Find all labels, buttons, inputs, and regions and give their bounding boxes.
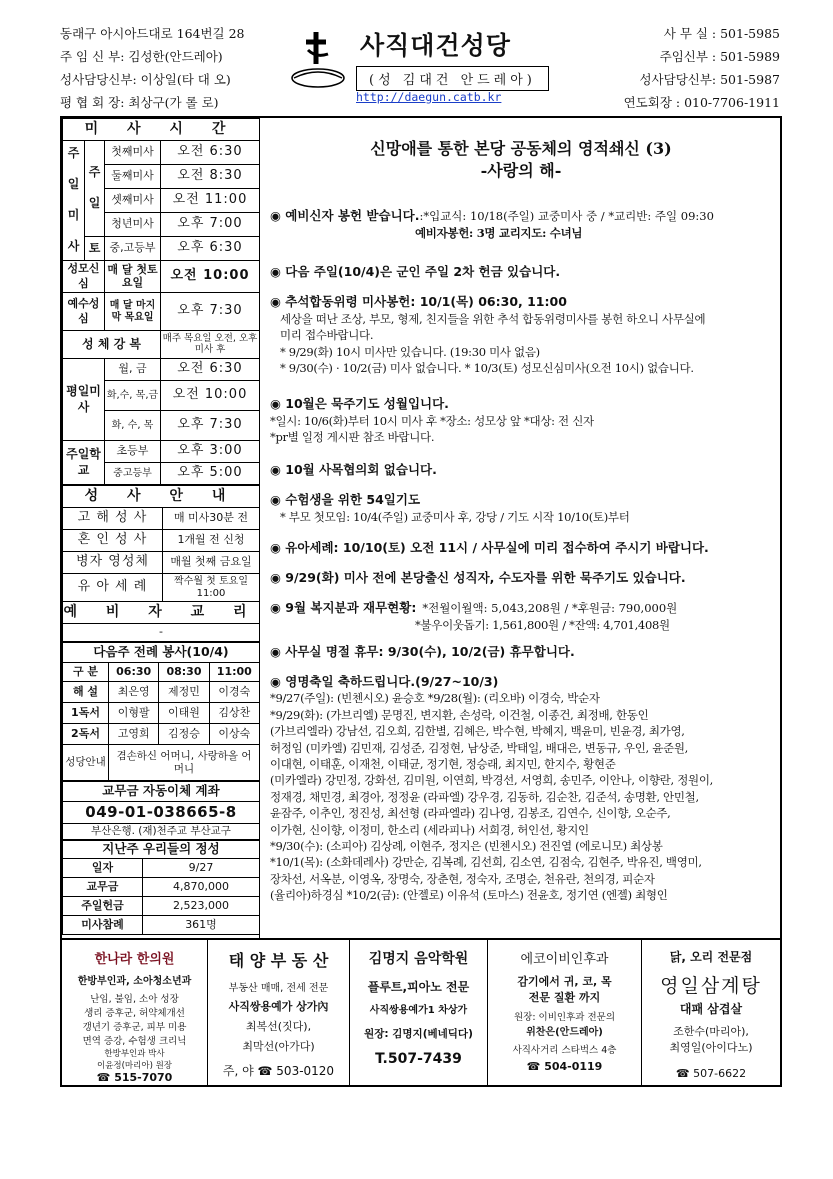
ad-line: 최영일(아이다노) [669, 1041, 753, 1054]
liturgy-service-table [62, 642, 260, 781]
mass-name: 화, 수, 목 [105, 411, 161, 441]
ad-oriental-clinic [62, 940, 208, 1085]
announcement-line: * 9/29(화) 10시 미사만 있습니다. (19:30 미사 없음) [280, 344, 540, 359]
service-header: 11:00 [209, 663, 259, 682]
announcement-military-sunday [270, 264, 775, 281]
mass-name: 월, 금 [105, 359, 161, 381]
service-role: 1독서 [63, 703, 109, 724]
announcement-line: :*입교식: 10/18(주일) 교중미사 중 / *교리반: 주일 09:30 [419, 209, 714, 223]
account-title: 교무금 자동이체 계좌 [63, 782, 260, 802]
sacred-heart-label: 예수성심 [63, 293, 105, 331]
offering-label: 교무금 [63, 878, 143, 897]
announcement-welfare-finance [270, 600, 775, 633]
catechism-value: - [63, 624, 260, 642]
announcement-line: (가브리엘라) 강남선, 김오희, 김한별, 김혜은, 박수현, 박혜지, 백윤미, 빈윤경, 최가영, [270, 724, 685, 739]
mass-time: 오전 10:00 [161, 381, 260, 411]
announcement-line: 장차선, 서옥분, 이영옥, 장명숙, 장춘현, 정숙자, 조명순, 천유란, 천의경, 피순자 [270, 871, 655, 886]
left-column [62, 118, 260, 938]
church-address: 동래구 아시아드대로 164번길 28 [60, 26, 245, 41]
announcement-line: 정재경, 채민경, 최경아, 정정윤 (라파엘) 강우경, 김동하, 김순찬, 김준석, 송명환, 안민철, [270, 789, 699, 804]
ad-phone: ☎ 507-6622 [675, 1067, 747, 1080]
announcement-line: 이대현, 이태훈, 이재천, 이태균, 정기현, 정승래, 최지민, 한지수, 황현준 [270, 757, 616, 772]
service-role: 해 설 [63, 682, 109, 703]
office-phone: 사 무 실 : 501-5985 [663, 26, 780, 41]
first-saturday-time: 오전 10:00 [161, 261, 260, 293]
mass-time: 오전 11:00 [161, 189, 260, 213]
ad-ent-clinic [488, 940, 642, 1085]
announcement-line: (율리아)하경심 *10/2(금): (안젤로) 이유석 (토마스) 전윤호, 정기연 (엔젤) 최형인 [270, 888, 668, 903]
mass-name: 셋째미사 [105, 189, 161, 213]
offering-value: 2,523,000 [143, 897, 260, 916]
announcement-catechumen [270, 208, 775, 241]
guide-value: 겸손하신 어머니, 사랑하올 어머니 [109, 745, 260, 781]
announcement-line: 윤잠주, 이추인, 정진성, 최선형 (라파엘라) 김나영, 김봉조, 김연수, 신이향, 오순주, [270, 806, 671, 821]
service-header: 06:30 [109, 663, 159, 682]
mass-time: 오후 7:30 [161, 411, 260, 441]
guide-label: 성당안내 [63, 745, 109, 781]
ad-line: 난임, 불임, 소아 성장 [90, 994, 179, 1005]
announcement-line: *전월이월액: 5,043,208원 / *후원금: 790,000원 [422, 601, 678, 615]
announcement-line: *일시: 10/6(화)부터 10시 미사 후 *장소: 성모상 앞 *대상: 전 신자 [270, 413, 594, 428]
church-name: 사직대건성당 [360, 31, 511, 60]
council-president-line: 평 협 회 장: 최상구(가 롤 로) [60, 95, 219, 110]
assistant-priest-line: 성사담당신부: 이상일(타 대 오) [60, 72, 231, 87]
sacrament-title: 성 사 안 내 [63, 486, 260, 508]
ad-phone: ☎ 504-0119 [526, 1060, 603, 1073]
mass-schedule-title: 미 사 시 간 [63, 119, 260, 141]
sacrament-table [62, 485, 260, 642]
mass-time: 오후 5:00 [161, 463, 260, 485]
ad-line: 조한수(마리아), [673, 1025, 749, 1038]
offering-label: 주일헌금 [63, 897, 143, 916]
ad-line: 위찬은(안드레아) [526, 1027, 603, 1038]
offering-table [62, 840, 260, 935]
announcement-heading: ◉ 9/29(화) 미사 전에 본당출신 성직자, 수도자를 위한 묵주기도 있습니다. [270, 570, 686, 585]
announcement-line: * 9/30(수) · 10/2(금) 미사 없습니다. * 10/3(토) 성모신심미사(오전 10시) 없습니다. [280, 361, 694, 375]
service-header: 구 분 [63, 663, 109, 682]
announcement-chuseok-mass [270, 294, 775, 377]
ad-line: 전문 질환 까지 [528, 991, 601, 1004]
announcement-council [270, 462, 775, 479]
church-patron: (성 김대건 안드레아) [356, 66, 549, 91]
announcement-line: *9/29(화): (가브리엘) 문명진, 변지환, 손성락, 이건철, 이종건, 최정배, 한동인 [270, 707, 649, 722]
announcement-line: *pr별 일정 게시판 참조 바랍니다. [270, 430, 435, 444]
service-cell: 고영희 [109, 724, 159, 745]
offering-label: 일자 [63, 859, 143, 878]
announcement-line: 예비자봉헌: 3명 교리지도: 수녀님 [415, 225, 583, 240]
sunday-mass-label: 주 일 미 사 [63, 141, 85, 261]
ad-clinic-name: 한나라 한의원 [94, 952, 175, 967]
main-title: 신망애를 통한 본당 공동체의 영적쇄신 (3) [370, 139, 672, 158]
ad-samgyetang [642, 940, 780, 1085]
advertisement-strip [60, 940, 782, 1087]
announcement-office-holiday [270, 644, 775, 661]
ad-line: 감기에서 귀, 코, 목 [517, 975, 612, 988]
announcement-heading: ◉ 사무실 명절 휴무: 9/30(수), 10/2(금) 휴무합니다. [270, 644, 575, 659]
ad-phone: 주, 야 ☎ 503-0120 [222, 1064, 335, 1078]
announcement-heading: ◉ 영명축일 축하드립니다.(9/27~10/3) [270, 674, 499, 689]
account-number: 049-01-038665-8 [63, 802, 260, 824]
first-saturday-name: 매 달 첫토요일 [105, 261, 161, 293]
announcement-line: *9/27(주일): (빈첸시오) 윤승호 *9/28(월): (리오바) 이경숙, 박순자 [270, 691, 600, 706]
announcement-line: * 부모 첫모임: 10/4(주일) 교중미사 후, 강당 / 기도 시작 10/10(토)부터 [280, 509, 630, 524]
ad-line: 한방부인과 박사 [104, 1049, 165, 1059]
announcement-feast-days [270, 674, 775, 904]
announcement-heading: ◉ 9월 복지분과 재무현황: [270, 600, 417, 615]
sacrament-value: 1개월 전 신청 [163, 530, 260, 552]
ad-line: 사직쌍용예가 상가內 [228, 1000, 329, 1013]
ad-line: 원장: 이비인후과 전문의 [513, 1012, 615, 1023]
ad-line: 최막선(아가다) [242, 1040, 315, 1053]
announcement-heading: ◉ 유아세례: 10/10(토) 오전 11시 / 사무실에 미리 접수하여 주시기 바랍니다. [270, 540, 709, 555]
pastor-line: 주 임 신 부: 김성한(안드레아) [60, 49, 223, 64]
pastor-phone: 주임신부 : 501-5989 [659, 49, 780, 64]
ad-line: 플루트,피아노 전문 [367, 980, 470, 994]
ad-line: 갱년기 증후군, 피부 미용 [82, 1022, 187, 1033]
announcement-vocation-rosary [270, 570, 775, 587]
mass-time: 오후 3:00 [161, 441, 260, 463]
ad-line: 대패 삼겹살 [679, 1002, 743, 1016]
assistant-phone: 성사담당신부: 501-5987 [639, 72, 780, 87]
ad-line: 이윤정(마리아) 원장 [96, 1061, 173, 1071]
service-header: 08:30 [159, 663, 209, 682]
offering-value: 4,870,000 [143, 878, 260, 897]
mass-name: 둘째미사 [105, 165, 161, 189]
service-cell: 김상찬 [209, 703, 259, 724]
saturday-label: 토 [85, 237, 105, 261]
ad-phone: ☎ 515-7070 [96, 1071, 173, 1084]
main-subtitle: -사랑의 해- [480, 161, 562, 180]
announcement-line: *9/30(수): (소피아) 김상례, 이현주, 정지은 (빈첸시오) 전진열 (에로니모) 최상봉 [270, 839, 663, 854]
mass-name: 첫째미사 [105, 141, 161, 165]
ad-business-name: 김명지 음악학원 [368, 951, 469, 967]
service-cell: 이경숙 [209, 682, 259, 703]
sacred-heart-name: 매 달 마지막 목요일 [105, 293, 161, 331]
service-title: 다음주 전례 봉사(10/4) [63, 643, 260, 663]
ad-line: 닭, 오리 전문점 [669, 950, 753, 964]
bulletin-header [60, 22, 780, 114]
ad-line: 면역 증강, 수험생 크리닉 [82, 1036, 187, 1047]
ad-business-name: 태 양 부 동 산 [228, 951, 329, 970]
sunday-school-label: 주일학교 [63, 441, 105, 485]
account-table [62, 781, 260, 840]
sacrament-name: 혼 인 성 사 [63, 530, 163, 552]
sacred-heart-time: 오후 7:30 [161, 293, 260, 331]
service-cell: 이형팔 [109, 703, 159, 724]
service-role: 2독서 [63, 724, 109, 745]
service-cell: 제정민 [159, 682, 209, 703]
ad-line: 사직사거리 스타벅스 4층 [512, 1045, 617, 1056]
ad-business-name: 영일삼계탕 [660, 975, 762, 997]
mass-name: 초등부 [105, 441, 161, 463]
sacrament-name: 병자 영성체 [63, 552, 163, 574]
mass-time: 오후 6:30 [161, 237, 260, 261]
announcement-heading: ◉ 수험생을 위한 54일기도 [270, 492, 421, 507]
mass-time: 오후 7:00 [161, 213, 260, 237]
ad-line: 사직쌍용예가1 차상가 [369, 1005, 468, 1016]
service-cell: 이상숙 [209, 724, 259, 745]
sunday-label: 주 일 [85, 141, 105, 237]
offering-value: 9/27 [143, 859, 260, 878]
announcement-heading: ◉ 추석합동위령 미사봉헌: 10/1(목) 06:30, 11:00 [270, 294, 567, 309]
mass-time: 오전 6:30 [161, 359, 260, 381]
mass-name: 화,수, 목,금 [105, 381, 161, 411]
sacrament-name: 고 해 성 사 [63, 508, 163, 530]
mass-schedule-table [62, 118, 260, 485]
ad-line: 한방부인과, 소아청소년과 [77, 976, 192, 987]
main-frame [60, 116, 782, 940]
mass-time: 오전 8:30 [161, 165, 260, 189]
ad-line: 생리 증후군, 허약체개선 [84, 1008, 185, 1019]
adoration-value: 매주 목요일 오전, 오후 미사 후 [161, 331, 260, 359]
catechism-title: 예 비 자 교 리 [63, 602, 260, 624]
announcement-exam-prayer [270, 492, 775, 525]
announcement-rosary-month [270, 396, 775, 446]
ad-line: 부동산 매매, 전세 전문 [228, 983, 329, 994]
announcement-infant-baptism [270, 540, 775, 557]
offering-value: 361명 [143, 916, 260, 935]
offering-label: 미사참례 [63, 916, 143, 935]
funeral-phone: 연도회장 : 010-7706-1911 [623, 95, 780, 110]
announcement-line: *10/1(목): (소화데레사) 강만순, 김복례, 김선희, 김소연, 김점숙, 김현주, 박유진, 백영미, [270, 855, 702, 870]
announcement-line: 세상을 떠난 조상, 부모, 형제, 친지들을 위한 추석 합동위령미사를 봉헌 하오니 사무실에 [280, 311, 706, 326]
church-website-link[interactable]: http://daegun.catb.kr [356, 90, 502, 104]
church-logo [288, 28, 348, 92]
announcement-heading: ◉ 10월 사목협의회 없습니다. [270, 462, 437, 477]
ad-phone: T.507-7439 [375, 1051, 462, 1067]
announcement-line: 미리 접수바랍니다. [280, 328, 374, 342]
mass-name: 중고등부 [105, 463, 161, 485]
announcement-heading: ◉ 10월은 묵주기도 성월입니다. [270, 396, 449, 411]
service-cell: 이태원 [159, 703, 209, 724]
announcement-line: 허정임 (미카엘) 김민재, 김성준, 김정현, 남상준, 박태일, 배대은, 변동규, 우인, 윤준원, [270, 740, 689, 755]
sacrament-value: 짝수월 첫 토요일 11:00 [163, 574, 260, 602]
sacrament-name: 유 아 세 례 [63, 574, 163, 602]
sacrament-value: 매월 첫째 금요일 [163, 552, 260, 574]
announcement-heading: ◉ 예비신자 봉헌 받습니다. [270, 208, 420, 223]
account-bank: 부산은행. (재)천주교 부산교구 [63, 824, 260, 840]
ad-real-estate [208, 940, 350, 1085]
ad-business-name: 에코이비인후과 [520, 952, 609, 967]
mass-name: 중,고등부 [105, 237, 161, 261]
ad-music-academy [350, 940, 488, 1085]
service-cell: 최은영 [109, 682, 159, 703]
first-saturday-label: 성모신심 [63, 261, 105, 293]
sacrament-value: 매 미사30분 전 [163, 508, 260, 530]
mass-time: 오전 6:30 [161, 141, 260, 165]
announcement-line: 이가현, 신이향, 이정미, 한소리 (세라피나) 서희경, 허인선, 황지인 [270, 822, 589, 837]
right-column [262, 118, 780, 938]
adoration-label: 성 체 강 복 [63, 331, 161, 359]
mass-name: 청년미사 [105, 213, 161, 237]
ad-line: 최복선(짓다), [245, 1020, 312, 1033]
offering-title: 지난주 우리들의 정성 [63, 841, 260, 859]
announcement-heading: ◉ 다음 주일(10/4)은 군인 주일 2차 헌금 있습니다. [270, 264, 561, 279]
ad-line: 원장: 김명지(베네딕다) [364, 1028, 473, 1040]
service-cell: 김정승 [159, 724, 209, 745]
weekday-mass-label: 평일미사 [63, 359, 105, 441]
announcement-line: (미카엘라) 강민정, 강화선, 김미원, 이연희, 박경선, 서영희, 송민주, 이안나, 이향란, 정원이, [270, 773, 713, 788]
announcement-line: *불우이웃돕기: 1,561,800원 / *잔액: 4,701,408원 [415, 617, 670, 632]
